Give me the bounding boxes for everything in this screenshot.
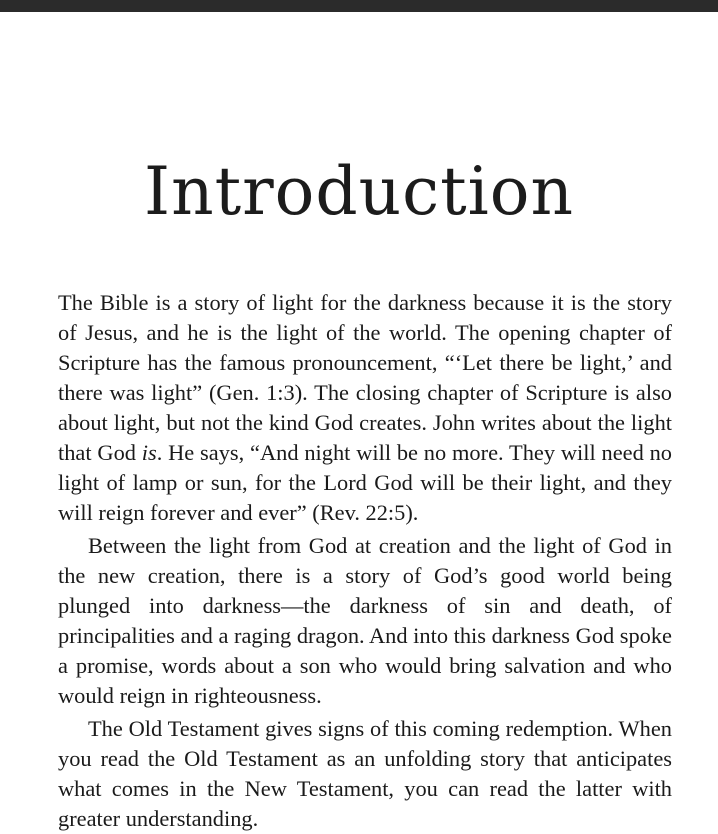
paragraph-1-part-b: . He says, “And night will be no more. They will need no light of lamp or sun, for the Lord God will be their light, and they will reign forever and ever” (Rev. 22:5). [58, 440, 672, 525]
chapter-title: Introduction [144, 153, 574, 230]
paragraph-1 [58, 288, 672, 528]
paragraph-1-part-a: The Bible is a story of light for the darkness because it is the story of Jesus, and he is the light of the world. The opening chapter of Scripture has the famous pronouncement, “‘Let there be light,’ and there was light” (Gen. 1:3). The closing chapter of Scripture is also about light, but not the kind God creates. John writes about the light that God [58, 290, 672, 465]
paragraph-2: Between the light from God at creation and the light of God in the new creation, there is a story of God’s good world being plunged into darkness—the darkness of sin and death, of principalities and a raging dragon. And into this darkness God spoke a promise, words about a son who would bring salvation and who would reign in righteousness. [58, 533, 672, 708]
paragraph-1-emphasis: is [141, 440, 157, 465]
book-page [0, 12, 718, 831]
body-text [58, 288, 672, 834]
paragraph-3: The Old Testament gives signs of this coming redemption. When you read the Old Testament as an unfolding story that anticipates what comes in the New Testament, you can read the latter with greater understanding. [58, 716, 672, 831]
window-top-bar [0, 0, 718, 12]
